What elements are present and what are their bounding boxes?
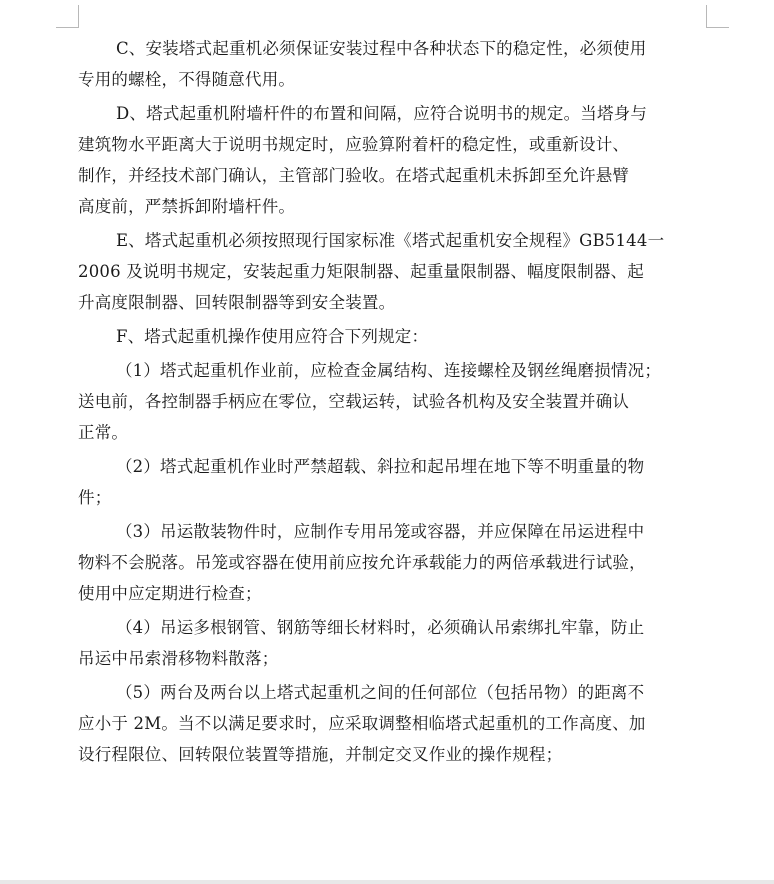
paragraph-d: D、塔式起重机附墙杆件的布置和间隔，应符合说明书的规定。当塔身与 建筑物水平距离大于说明书规定时，应验算附着杆的稳定性，或重新设计、 制作，并经技术部门确认，主管部门验收。在塔式起重机未拆卸至允许悬臂 高度前，严禁拆卸附墙杆件。 (78, 104, 648, 216)
paragraph-e: E、塔式起重机必须按照现行国家标准《塔式起重机安全规程》GB5144一 2006 及说明书规定，安装起重力矩限制器、起重量限制器、幅度限制器、起 升高度限制器、回转限制器等到安全装置。 (78, 231, 665, 312)
paragraph-c: C、安装塔式起重机必须保证安装过程中各种状态下的稳定性，必须使用 专用的螺栓，不得随意代用。 (78, 39, 647, 89)
paragraph-item-3: （3）吊运散装物件时，应制作专用吊笼或容器，并应保障在吊运进程中 物料不会脱落。吊笼或容器在使用前应按允许承载能力的两倍承载进行试验， 使用中应定期进行检查； (78, 522, 646, 603)
document-body[interactable] (78, 33, 704, 770)
paragraph-item-5: （5）两台及两台以上塔式起重机之间的任何部位（包括吊物）的距离不 应小于 2M。当不以满足要求时，应采取调整相临塔式起重机的工作高度、加 设行程限位、回转限位装置等措施，并制定交叉作业的操作规程； (78, 683, 646, 764)
paragraph-item-4: （4）吊运多根钢管、钢筋等细长材料时，必须确认吊索绑扎牢靠，防止 吊运中吊索滑移物料散落； (78, 618, 645, 668)
paragraph-item-2: （2）塔式起重机作业时严禁超载、斜拉和起吊埋在地下等不明重量的物 件； (78, 457, 645, 507)
paragraph-f: F、塔式起重机操作使用应符合下列规定： (115, 327, 429, 346)
page-bottom-edge (0, 880, 774, 884)
paragraph-item-1: （1）塔式起重机作业前，应检查金属结构、连接螺栓及钢丝绳磨损情况； 送电前，各控制器手柄应在零位，空载运转，试验各机构及安全装置并确认 正常。 (78, 361, 662, 442)
margin-corner-mark-top-left (56, 5, 79, 28)
margin-corner-mark-top-right (706, 5, 729, 28)
